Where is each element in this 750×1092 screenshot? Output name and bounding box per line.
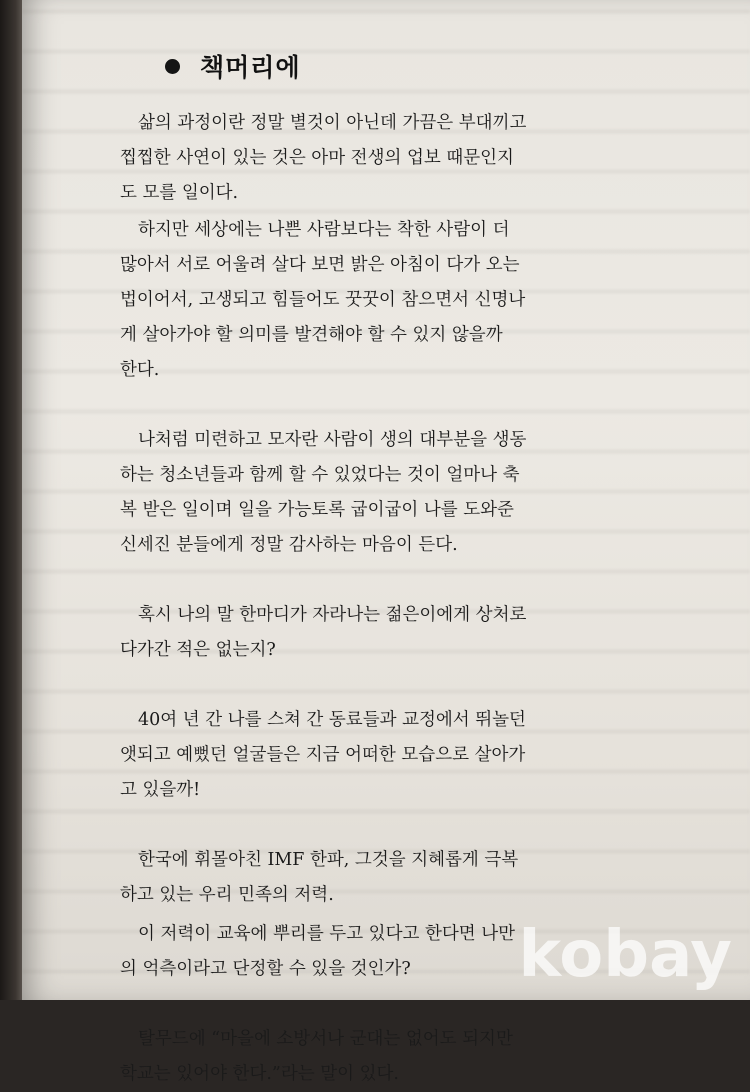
text-line: 한국에 휘몰아친 IMF 한파, 그것을 지혜롭게 극복 [138, 850, 519, 870]
book-page [22, 0, 750, 1084]
text-line: 신세진 분들에게 정말 감사하는 마음이 든다. [120, 535, 458, 555]
text-line: 하지만 세상에는 나쁜 사람보다는 착한 사람이 더 [138, 220, 510, 240]
text-line: 하고 있는 우리 민족의 저력. [120, 885, 334, 905]
paragraph-4 [120, 598, 680, 668]
chapter-heading [165, 48, 301, 84]
paragraph-6 [120, 843, 680, 913]
text-line: 학교는 있어야 한다.”라는 말이 있다. [120, 1064, 399, 1084]
bullet-icon [165, 59, 180, 74]
page-title: 책머리에 [200, 53, 301, 82]
text-line: 많아서 서로 어울려 살다 보면 밝은 아침이 다가 오는 [120, 255, 520, 275]
text-line: 삶의 과정이란 정말 별것이 아닌데 가끔은 부대끼고 [138, 113, 527, 133]
text-line: 고 있을까! [120, 780, 201, 800]
text-line: 다가간 적은 없는지? [120, 640, 276, 660]
text-line: 한다. [120, 360, 160, 380]
text-line: 나처럼 미련하고 모자란 사람이 생의 대부분을 생동 [138, 430, 527, 450]
text-line: 의 억측이라고 단정할 수 있을 것인가? [120, 959, 411, 979]
text-line: 탈무드에 “마을에 소방서나 군대는 없어도 되지만 [138, 1029, 513, 1049]
text-line: 앳되고 예뻤던 얼굴들은 지금 어떠한 모습으로 살아가 [120, 745, 526, 765]
text-line: 복 받은 일이며 일을 가능토록 굽이굽이 나를 도와준 [120, 500, 514, 520]
text-line: 40여 년 간 나를 스쳐 간 동료들과 교정에서 뛰놀던 [138, 710, 526, 730]
paragraph-2 [120, 213, 680, 388]
text-line: 혹시 나의 말 한마디가 자라나는 젊은이에게 상처로 [138, 605, 527, 625]
text-line: 도 모를 일이다. [120, 183, 239, 203]
text-line: 법이어서, 고생되고 힘들어도 꿋꿋이 참으면서 신명나 [120, 290, 526, 310]
text-line: 이 저력이 교육에 뿌리를 두고 있다고 한다면 나만 [138, 924, 516, 944]
paragraph-1 [120, 106, 680, 211]
text-line: 찝찝한 사연이 있는 것은 아마 전생의 업보 때문인지 [120, 148, 514, 168]
text-line: 게 살아가야 할 의미를 발견해야 할 수 있지 않을까 [120, 325, 503, 345]
watermark-logo: kobay [518, 918, 732, 992]
text-line: 하는 청소년들과 함께 할 수 있었다는 것이 얼마나 축 [120, 465, 520, 485]
paragraph-8 [120, 1022, 680, 1092]
paragraph-5 [120, 703, 680, 808]
paragraph-3 [120, 423, 680, 563]
